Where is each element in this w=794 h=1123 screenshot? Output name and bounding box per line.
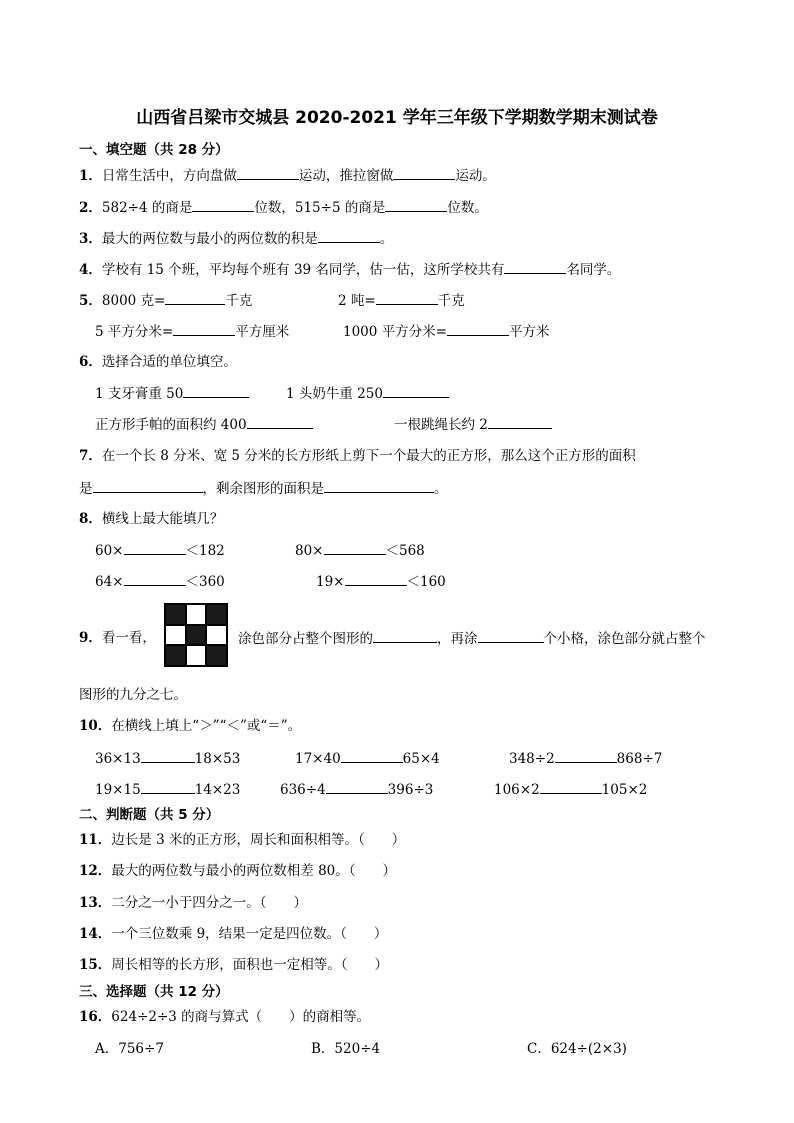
question-10-r2-a: 19×15 14×23 xyxy=(95,782,241,798)
grid-cell-shaded xyxy=(186,625,207,646)
question-9-end: 图形的九分之七。 xyxy=(79,687,187,703)
answer-blank[interactable] xyxy=(393,166,455,180)
answer-blank[interactable] xyxy=(383,384,449,398)
grid-cell-shaded xyxy=(165,604,186,625)
grid-cell-blank xyxy=(186,645,207,666)
choice-a[interactable]: A．756÷7 xyxy=(95,1041,164,1057)
question-5-row-2: 5 平方分米= 平方厘米 xyxy=(95,324,290,340)
grid-cell-shaded xyxy=(165,645,186,666)
answer-blank[interactable] xyxy=(341,749,403,763)
question-6-a: 1 支牙膏重 50 xyxy=(95,384,249,403)
answer-blank[interactable] xyxy=(93,479,203,493)
question-7-cont: 是 ，剩余图形的面积是 。 xyxy=(79,481,448,497)
question-6-c: 正方形手帕的面积约 400 xyxy=(95,415,313,434)
question-10-r1-b: 17×40 65×4 xyxy=(295,751,440,767)
answer-blank[interactable] xyxy=(165,291,225,305)
question-6-d: 一根跳绳长约 2 xyxy=(394,415,552,434)
grid-cell-blank xyxy=(165,625,186,646)
question-9: 9．看一看， xyxy=(79,630,156,646)
answer-blank[interactable] xyxy=(326,780,388,794)
answer-blank[interactable] xyxy=(237,166,299,180)
answer-blank[interactable] xyxy=(141,780,195,794)
answer-blank[interactable] xyxy=(324,479,434,493)
question-8: 8．横线上最大能填几？ xyxy=(79,511,224,527)
answer-blank[interactable] xyxy=(447,322,509,336)
choice-b[interactable]: B．520÷4 xyxy=(311,1041,381,1057)
section-heading-true-false: 二、判断题（共 5 分） xyxy=(79,807,220,823)
answer-blank[interactable] xyxy=(373,629,437,643)
grid-cell-blank xyxy=(186,604,207,625)
question-9-cont: 涂色部分占整个图形的 ，再涂 个小格，涂色部分就占整个 xyxy=(238,631,706,647)
question-5-row-1: 5．8000 克= 千克 xyxy=(79,293,253,309)
answer-blank[interactable] xyxy=(247,415,313,429)
answer-blank[interactable] xyxy=(385,198,447,212)
question-8-b: 80× ＜568 xyxy=(295,543,425,559)
question-15: 15．周长相等的长方形，面积也一定相等。（ ） xyxy=(79,957,389,973)
question-2: 2．582÷4 的商是 位数，515÷5 的商是 位数。 xyxy=(79,200,488,216)
question-14: 14．一个三位数乘 9，结果一定是四位数。（ ） xyxy=(79,926,388,942)
choice-c[interactable]: C．624÷(2×3) xyxy=(527,1041,627,1057)
question-5-row-2b: 1000 平方分米= 平方米 xyxy=(343,324,550,340)
question-10-r2-b: 636÷4 396÷3 xyxy=(280,782,434,798)
question-8-c: 64× ＜360 xyxy=(95,574,225,590)
answer-blank[interactable] xyxy=(124,572,186,586)
question-4: 4．学校有 15 个班，平均每个班有 39 名同学，估一估，这所学校共有 名同学。 xyxy=(79,262,621,278)
question-6: 6．选择合适的单位填空。 xyxy=(79,354,237,370)
question-8-a: 60× ＜182 xyxy=(95,543,225,559)
question-6-b: 1 头奶牛重 250 xyxy=(286,384,449,403)
answer-blank[interactable] xyxy=(173,322,235,336)
question-10: 10．在横线上填上“＞”“＜”或“＝”。 xyxy=(79,718,302,734)
grid-cell-blank xyxy=(206,625,227,646)
section-heading-fill-blank: 一、填空题（共 28 分） xyxy=(79,142,229,158)
answer-blank[interactable] xyxy=(555,749,617,763)
answer-blank[interactable] xyxy=(324,541,386,555)
answer-blank[interactable] xyxy=(345,572,407,586)
question-13: 13．二分之一小于四分之一。（ ） xyxy=(79,895,308,911)
question-8-d: 19× ＜160 xyxy=(316,574,446,590)
shaded-grid-figure xyxy=(164,603,228,667)
question-5-row-1b: 2 吨= 千克 xyxy=(338,293,465,309)
question-11: 11．边长是 3 米的正方形，周长和面积相等。（ ） xyxy=(79,832,406,848)
question-10-r1-c: 348÷2 868÷7 xyxy=(509,751,663,767)
question-7: 7．在一个长 8 分米、宽 5 分米的长方形纸上剪下一个最大的正方形，那么这个正方形的面积 xyxy=(79,448,636,464)
section-heading-multiple-choice: 三、选择题（共 12 分） xyxy=(79,984,229,1000)
grid-cell-shaded xyxy=(206,645,227,666)
question-16: 16．624÷2÷3 的商与算式（ ）的商相等。 xyxy=(79,1009,371,1025)
answer-blank[interactable] xyxy=(318,229,380,243)
answer-blank[interactable] xyxy=(124,541,186,555)
answer-blank[interactable] xyxy=(183,384,249,398)
question-10-r2-c: 106×2 105×2 xyxy=(494,782,648,798)
answer-blank[interactable] xyxy=(141,749,195,763)
answer-blank[interactable] xyxy=(488,415,552,429)
page-title: 山西省吕梁市交城县 2020-2021 学年三年级下学期数学期末测试卷 xyxy=(136,108,658,128)
answer-blank[interactable] xyxy=(478,629,544,643)
answer-blank[interactable] xyxy=(192,198,254,212)
answer-blank[interactable] xyxy=(376,291,438,305)
answer-blank[interactable] xyxy=(504,260,566,274)
question-3: 3．最大的两位数与最小的两位数的积是 。 xyxy=(79,231,394,247)
answer-blank[interactable] xyxy=(540,780,602,794)
question-1: 1．日常生活中，方向盘做 运动，推拉窗做 运动。 xyxy=(79,168,496,184)
question-10-r1-a: 36×13 18×53 xyxy=(95,751,241,767)
question-12: 12．最大的两位数与最小的两位数相差 80。（ ） xyxy=(79,863,397,879)
grid-cell-shaded xyxy=(206,604,227,625)
